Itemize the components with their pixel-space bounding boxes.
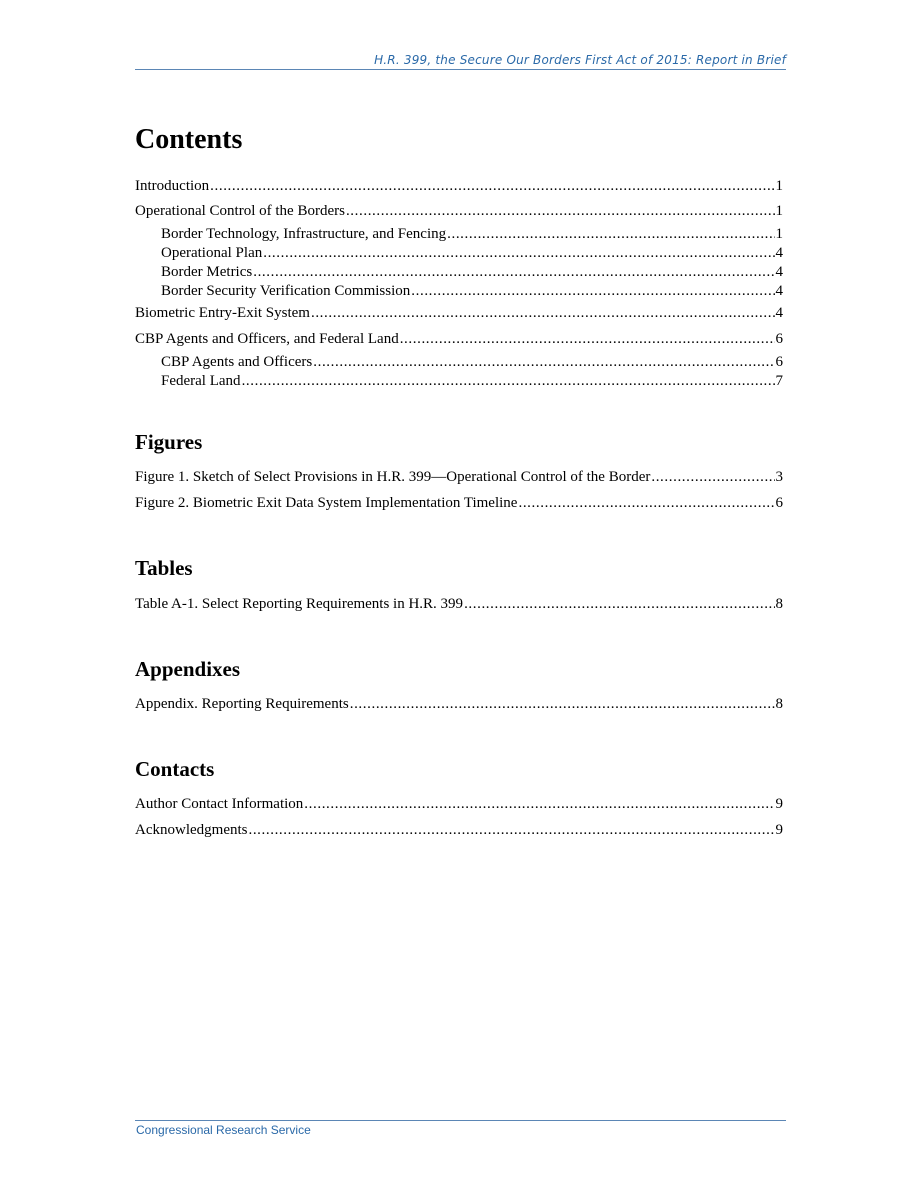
toc-page-number: 7 <box>775 373 783 389</box>
dot-leader <box>253 264 774 281</box>
toc-page-number: 1 <box>775 226 783 242</box>
toc-entry-figure-1[interactable] <box>135 469 783 486</box>
toc-entry-cbp-agents-federal-land[interactable] <box>135 331 783 348</box>
toc-page-number: 6 <box>775 495 783 511</box>
toc-entry-cbp-agents[interactable] <box>161 354 783 371</box>
toc-entry-title: CBP Agents and Officers, and Federal Land <box>135 331 399 347</box>
toc-entry-table-a1[interactable] <box>135 596 783 613</box>
dot-leader <box>400 331 775 348</box>
toc-entry-title: Appendix. Reporting Requirements <box>135 696 349 712</box>
dot-leader <box>447 226 774 243</box>
toc-entry-federal-land[interactable] <box>161 373 783 390</box>
toc-entry-title: Border Technology, Infrastructure, and Fencing <box>161 226 447 242</box>
toc-page-number: 4 <box>775 264 783 280</box>
dot-leader <box>311 305 775 322</box>
toc-entry-author-contact[interactable] <box>135 796 783 813</box>
contacts-heading: Contacts <box>135 757 215 781</box>
dot-leader <box>518 495 774 512</box>
toc-entry-title: Figure 1. Sketch of Select Provisions in H.R. 399—Operational Control of the Border <box>135 469 651 485</box>
toc-entry-verification-commission[interactable] <box>161 283 783 300</box>
dot-leader <box>304 796 774 813</box>
dot-leader <box>210 178 774 195</box>
toc-entry-introduction[interactable] <box>135 178 783 195</box>
header-rule <box>135 69 786 70</box>
toc-entry-acknowledgments[interactable] <box>135 822 783 839</box>
toc-entry-operational-control[interactable] <box>135 203 783 220</box>
tables-heading: Tables <box>135 556 193 580</box>
dot-leader <box>346 203 775 220</box>
toc-page-number: 4 <box>775 283 783 299</box>
toc-page-number: 3 <box>775 469 783 485</box>
appendixes-heading: Appendixes <box>135 657 241 681</box>
toc-entry-title: Introduction <box>135 178 210 194</box>
running-header: H.R. 399, the Secure Our Borders First Act of 2015: Report in Brief <box>374 53 786 67</box>
toc-entry-title: Acknowledgments <box>135 822 248 838</box>
toc-entry-title: Operational Plan <box>161 245 263 261</box>
toc-entry-title: Biometric Entry-Exit System <box>135 305 310 321</box>
toc-page-number: 4 <box>775 245 783 261</box>
toc-page-number: 9 <box>775 822 783 838</box>
toc-page-number: 6 <box>775 331 783 347</box>
toc-entry-title: Border Security Verification Commission <box>161 283 411 299</box>
figures-heading: Figures <box>135 430 203 454</box>
footer-rule <box>135 1120 786 1121</box>
toc-page-number: 6 <box>775 354 783 370</box>
dot-leader <box>248 822 774 839</box>
toc-entry-title: CBP Agents and Officers <box>161 354 313 370</box>
toc-entry-title: Table A-1. Select Reporting Requirements in H.R. 399 <box>135 596 464 612</box>
dot-leader <box>651 469 774 486</box>
dot-leader <box>263 245 774 262</box>
toc-page-number: 8 <box>775 596 783 612</box>
toc-page-number: 8 <box>775 696 783 712</box>
toc-page-number: 1 <box>775 203 783 219</box>
toc-entry-title: Figure 2. Biometric Exit Data System Implementation Timeline <box>135 495 518 511</box>
dot-leader <box>464 596 774 613</box>
toc-entry-operational-plan[interactable] <box>161 245 783 262</box>
toc-entry-border-metrics[interactable] <box>161 264 783 281</box>
toc-entry-border-technology[interactable] <box>161 226 783 243</box>
toc-page-number: 4 <box>775 305 783 321</box>
toc-page-number: 9 <box>775 796 783 812</box>
toc-entry-title: Federal Land <box>161 373 241 389</box>
dot-leader <box>411 283 774 300</box>
footer-org: Congressional Research Service <box>136 1123 311 1137</box>
toc-entry-title: Border Metrics <box>161 264 253 280</box>
toc-entry-title: Author Contact Information <box>135 796 304 812</box>
dot-leader <box>350 696 775 713</box>
toc-entry-appendix[interactable] <box>135 696 783 713</box>
contents-heading: Contents <box>135 124 243 155</box>
toc-page-number: 1 <box>775 178 783 194</box>
toc-entry-title: Operational Control of the Borders <box>135 203 345 219</box>
toc-entry-biometric-entry-exit[interactable] <box>135 305 783 322</box>
dot-leader <box>313 354 774 371</box>
toc-entry-figure-2[interactable] <box>135 495 783 512</box>
dot-leader <box>242 373 775 390</box>
